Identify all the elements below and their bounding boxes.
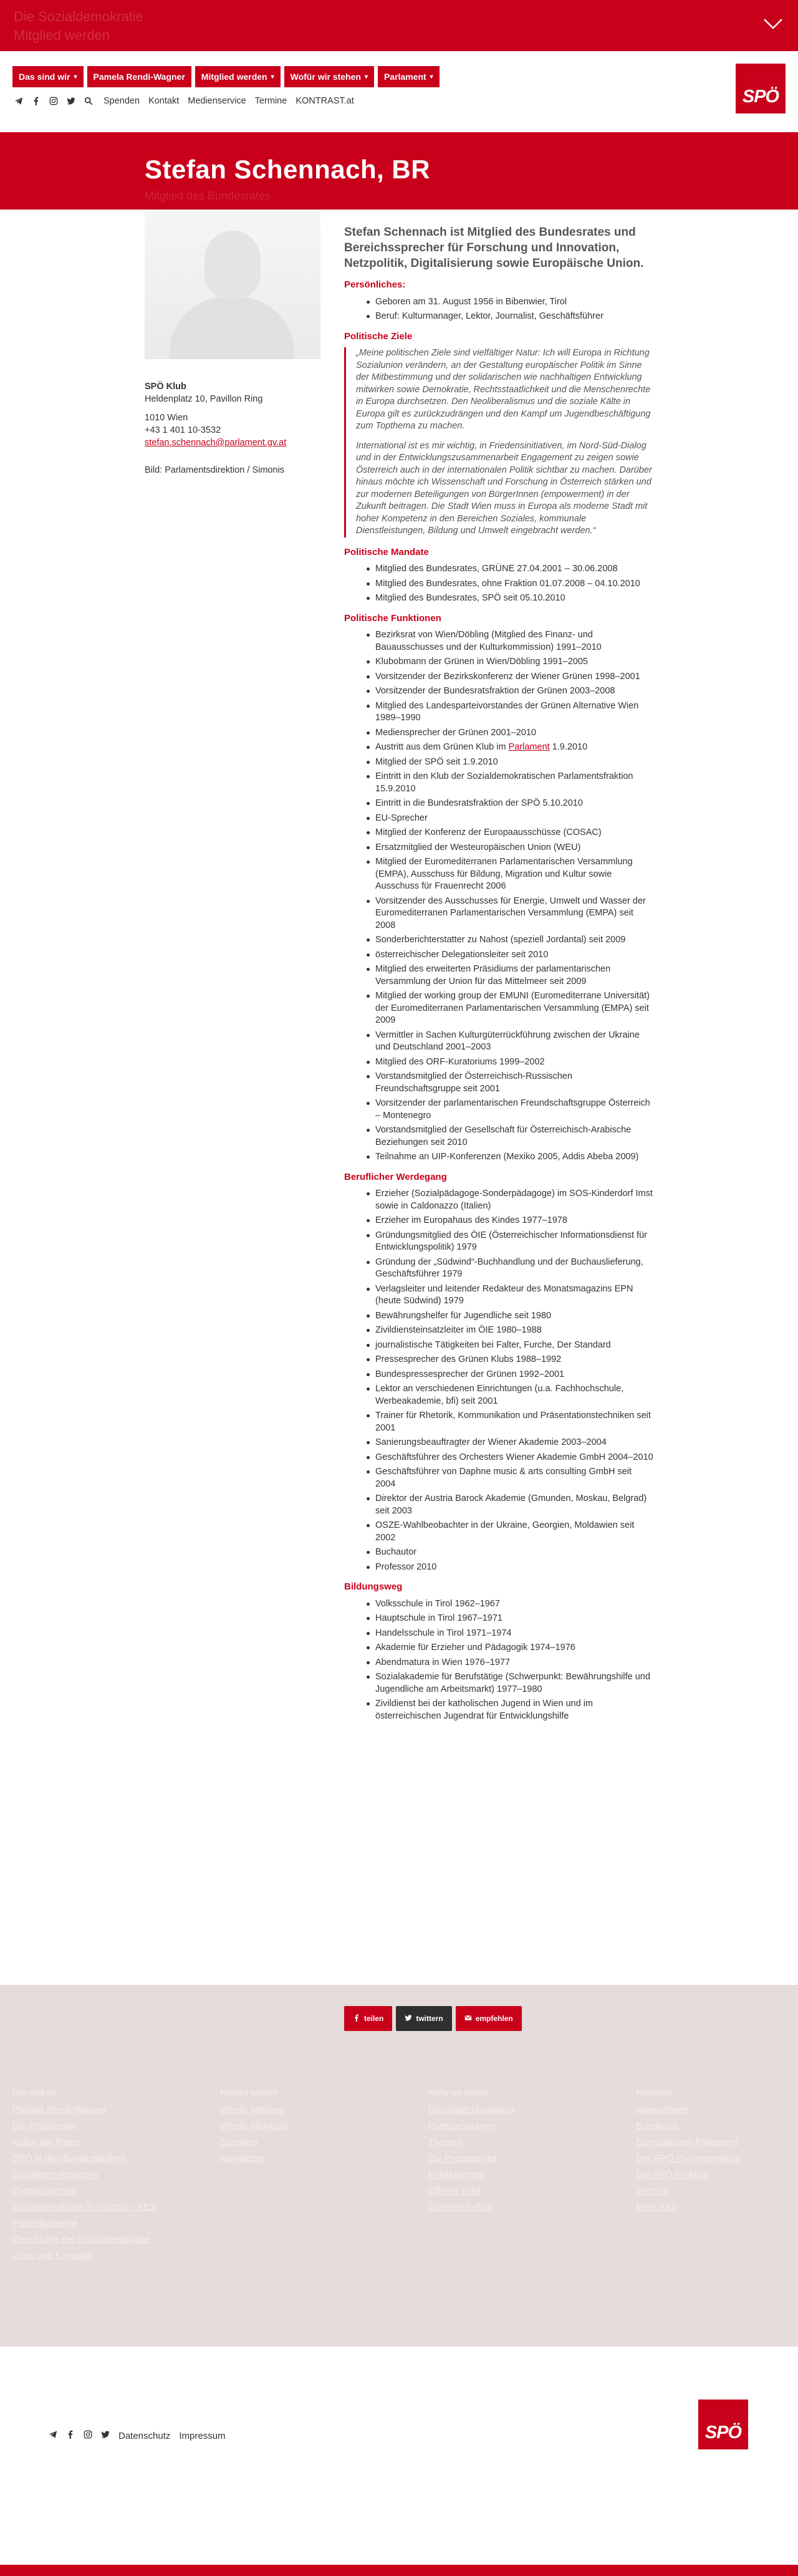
photo-credit: Bild: Parlamentsdirektion / Simonis	[145, 465, 285, 475]
facebook-icon[interactable]	[66, 2430, 75, 2441]
share-mail-label: empfehlen	[475, 2014, 513, 2023]
list-item: Sozialakademie für Berufstätige (Schwerpunkt: Bewährungshilfe und Jugendliche am Arbeitsmarkt) 1977–1980	[375, 1671, 653, 1696]
footer-link[interactable]: Abgeordnete	[635, 2105, 690, 2115]
list-item: Trainer für Rhetorik, Kommunikation und Präsentationstechniken seit 2001	[375, 1410, 653, 1434]
service-link[interactable]: KONTRAST.at	[296, 96, 354, 106]
list-item: Mitglied der working group der EMUNI (Euromediterrane Universität) der Euromediterranen Parlamentarischen Versammlung (EMPA) seit 2009	[375, 990, 653, 1027]
topbar-faint-text-2: Mitglied werden	[14, 27, 110, 43]
share-twitter-label: twittern	[416, 2014, 443, 2023]
profile-sidebar	[145, 210, 320, 476]
list-item: Mitglied des Bundesrates, ohne Fraktion 01.07.2008 – 04.10.2010	[375, 578, 653, 591]
list-item: Ersatzmitglied der Westeuropäischen Union (WEU)	[375, 842, 653, 854]
contact-block	[145, 380, 320, 476]
footer-column-heading: Mitglied werden	[220, 2088, 277, 2097]
contact-org: SPÖ Klub	[145, 382, 186, 392]
page-banner	[0, 132, 798, 210]
service-link[interactable]: Medienservice	[188, 96, 246, 106]
contact-address: Heldenplatz 10, Pavillon Ring	[145, 394, 263, 404]
nav-item-1[interactable]	[87, 66, 191, 87]
bottom-red-line	[0, 2565, 798, 2576]
banner-faint-subtitle: Mitglied des Bundesrates	[145, 190, 271, 202]
list-item: Sonderberichterstatter zu Nahost (speziell Jordantal) seit 2009	[375, 934, 653, 947]
footer-link[interactable]: Parteiprogramm	[428, 2121, 496, 2131]
list-item: Erzieher (Sozialpädagoge-Sonderpädagoge) im SOS-Kinderdorf Imst sowie in Caldonazzo (Italien)	[375, 1188, 653, 1212]
footer-link[interactable]: Themen	[428, 2137, 463, 2148]
spoe-logo[interactable]: SPÖ	[736, 64, 786, 113]
list-item: Vorstandsmitglied der Österreichisch-Russischen Freundschaftsgruppe seit 2001	[375, 1071, 653, 1095]
footer-column	[12, 2085, 162, 2264]
list-item	[375, 741, 653, 754]
list-item-text: Austritt aus dem Grünen Klub im	[375, 742, 509, 752]
main-nav	[12, 66, 440, 87]
nav-item-2[interactable]	[195, 66, 281, 87]
footer-link[interactable]: Werde Mitglied!	[220, 2105, 286, 2115]
education-list	[375, 1598, 653, 1723]
list-item: Bewährungshelfer für Jugendliche seit 1980	[375, 1310, 653, 1323]
facebook-icon[interactable]	[31, 96, 41, 106]
list-item: Mitglied der Euromediterranen Parlamentarischen Versammlung (EMPA), Ausschuss für Bildung, Migration und Kultur sowie Ausschuss für Frauenrecht 2006	[375, 856, 653, 893]
mail-icon	[464, 2014, 472, 2024]
nav-item-3[interactable]	[284, 66, 374, 87]
list-item: Verlagsleiter und leitender Redakteur des Monatsmagazins EPN (heute Südwind) 1979	[375, 1283, 653, 1308]
footer-column	[220, 2085, 370, 2264]
service-link[interactable]: Termine	[254, 96, 287, 106]
footer-link[interactable]: Links und Kontakte	[12, 2250, 92, 2261]
list-item: Vermittler in Sachen Kulturgüterrückführung zwischen der Ukraine und Deutschland 2001–2003	[375, 1030, 653, 1054]
nav-item-label: Das sind wir	[19, 72, 70, 82]
contact-email-link[interactable]: stefan.schennach@parlament.gv.at	[145, 438, 287, 448]
quote-paragraph: „Meine politischen Ziele sind vielfältiger Natur: Ich will Europa in Richtung Sozialunion verändern, an der Gestaltung europäischer Politik im Sinne der Mitbestimmung und der solidarischen wie nachhaltigen Entwicklung mitwirken sowie Demokratie, Rechtsstaatlichkeit und die Menschenrechte in Europa durchsetzen. Den Neoliberalismus und die soziale Kälte in Europa gilt es zurückzudrängen und den Kampf um Jugendbeschäftigung zum Topthema zu machen.	[356, 348, 651, 431]
footer-link[interactable]: Geschichte der Sozialdemokratie	[12, 2234, 150, 2245]
list-item: Hauptschule in Tirol 1967–1971	[375, 1613, 653, 1625]
top-bar	[0, 0, 798, 51]
footer-link[interactable]: Kultur der Partei	[12, 2137, 80, 2148]
list-item: Vorsitzender der parlamentarischen Freundschaftsgruppe Österreich – Montenegro	[375, 1097, 653, 1122]
facebook-icon	[353, 2014, 360, 2024]
list-item: Geschäftsführer von Daphne music & arts consulting GmbH seit 2004	[375, 1466, 653, 1490]
list-item: journalistische Tätigkeiten bei Falter, Furche, Der Standard	[375, 1339, 653, 1352]
nav-item-0[interactable]	[12, 66, 84, 87]
list-item: EU-Sprecher	[375, 813, 653, 825]
list-item: Direktor der Austria Barock Akademie (Gmunden, Moskau, Belgrad) seit 2003	[375, 1493, 653, 1517]
service-link[interactable]: Spenden	[103, 96, 140, 106]
nav-item-label: Parlament	[383, 72, 426, 82]
portrait-photo	[145, 210, 320, 359]
section-heading-personal: Persönliches:	[344, 279, 406, 290]
service-link[interactable]: Kontakt	[148, 96, 180, 106]
list-item: Vorsitzender des Ausschusses für Energie, Umwelt und Wasser der Euromediterranen Parlamentarischen Versammlung (EMPA) seit 2008	[375, 895, 653, 932]
section-heading-career: Beruflicher Werdegang	[344, 1171, 447, 1182]
list-item: Akademie für Erzieher und Pädagogik 1974–1976	[375, 1642, 653, 1654]
share-twitter-button[interactable]	[396, 2006, 451, 2031]
caret-down-icon: ▾	[364, 73, 368, 80]
list-item: Mediensprecher der Grünen 2001–2010	[375, 727, 653, 740]
list-item: OSZE-Wahlbeobachter in der Ukraine, Georgien, Moldawien seit 2002	[375, 1520, 653, 1544]
quote-paragraph: International ist es mir wichtig, in Friedensinitiativen, im Nord-Süd-Dialog und in der Entwicklungszusammenarbeit Engagement zu zeigen sowie Österreich auch in der internationalen Politik sichtbar zu machen. Darüber hinaus möchte ich Wissenschaft und Forschung in Österreich stärken und zur modernen Beteiligungen von BürgerInnen (empowerment) in der Zukunft beitragen. Die Stadt Wien muss in Europa als moderne Stadt mit hoher Kompetenz in den Bereichen Soziales, kommunale Dienstleistungen, Bildung und Umwelt eingebracht werden.“	[356, 440, 652, 536]
parlament-link[interactable]: Parlament	[508, 742, 550, 752]
footer-column	[428, 2085, 578, 2264]
list-item: Professor 2010	[375, 1561, 653, 1574]
list-item: Volksschule in Tirol 1962–1967	[375, 1598, 653, 1611]
footer-link[interactable]: Publikationen	[428, 2169, 484, 2180]
functions-list	[375, 629, 653, 1164]
footer-column-heading: Wofür wir stehen	[428, 2088, 489, 2097]
twitter-icon	[405, 2014, 412, 2024]
list-item: Vorsitzender der Bundesratsfraktion der Grünen 2003–2008	[375, 685, 653, 698]
section-heading-functions: Politische Funktionen	[344, 612, 441, 624]
footer-link[interactable]: Europäisches Parlament	[635, 2137, 738, 2148]
share-facebook-button[interactable]	[344, 2006, 392, 2031]
footer-link[interactable]: Spenden	[220, 2137, 258, 2148]
footer-link[interactable]: Werde Aktivistin!	[220, 2121, 289, 2131]
list-item: österreichischer Delegationsleiter seit 2010	[375, 949, 653, 962]
footer-link[interactable]: Sozialdemokratie in Europa – PES	[12, 2202, 156, 2212]
footer-link[interactable]: Parteiakademie	[12, 2218, 78, 2229]
twitter-icon[interactable]	[101, 2430, 110, 2441]
site-header	[0, 51, 798, 132]
footer-link[interactable]: Grundsatzprogramm	[428, 2105, 514, 2115]
footer-link[interactable]: Newsletter	[220, 2153, 265, 2164]
bottom-footer	[0, 2347, 798, 2565]
footer-link[interactable]: Die Präsidentin	[12, 2121, 76, 2131]
footer-link[interactable]: SPÖ in den Bundesländern	[12, 2153, 126, 2164]
contact-phone: +43 1 401 10-3532	[145, 425, 221, 435]
personal-list	[375, 296, 653, 323]
career-list	[375, 1188, 653, 1573]
footer-link[interactable]: Bundesrat	[635, 2121, 679, 2131]
list-item: Bundespressesprecher der Grünen 1992–2001	[375, 1369, 653, 1381]
section-heading-mandates: Politische Mandate	[344, 546, 429, 557]
list-item: Gründung der „Südwind“-Buchhandlung und der Buchauslieferung, Geschäftsführer 1979	[375, 1257, 653, 1281]
list-item: Mitglied des ORF-Kuratoriums 1999–2002	[375, 1056, 653, 1069]
twitter-icon[interactable]	[66, 96, 76, 106]
page-title: Stefan Schennach, BR	[145, 155, 431, 184]
footer-link[interactable]: Termine	[635, 2186, 670, 2196]
list-item: Beruf: Kulturmanager, Lektor, Journalist, Geschäftsführer	[375, 311, 653, 323]
footer-columns	[12, 2085, 786, 2264]
list-item: Handelsschule in Tirol 1971–1974	[375, 1628, 653, 1640]
footer-link-impressum[interactable]: Impressum	[179, 2430, 226, 2441]
instagram-icon[interactable]	[49, 96, 59, 106]
list-item: Teilnahme an UIP-Konferenzen (Mexiko 2005, Addis Abeba 2009)	[375, 1151, 653, 1164]
topbar-faint-text: Die Sozialdemokratie	[14, 9, 143, 24]
bottom-footer-row	[49, 2430, 226, 2441]
footer-link[interactable]: Der SPÖ-Parlamentsklub	[635, 2153, 741, 2164]
list-item: Klubobmann der Grünen in Wien/Döbling 1991–2005	[375, 656, 653, 668]
section-heading-goals: Politische Ziele	[344, 330, 413, 342]
service-links	[103, 96, 354, 106]
caret-down-icon: ▾	[74, 73, 77, 80]
bio-content	[344, 224, 653, 1725]
footer-column-heading: Das sind wir	[12, 2088, 57, 2097]
service-nav	[14, 96, 354, 106]
list-item: Bezirksrat von Wien/Döbling (Mitglied des Finanz- und Bauausschusses und der Kulturkommission) 1991–2010	[375, 629, 653, 654]
list-item: Sanierungsbeauftragter der Wiener Akademie 2003–2004	[375, 1437, 653, 1449]
list-item: Gründungsmitglied des ÖIE (Österreichischer Informationsdienst für Entwicklungspolitik) 1979	[375, 1230, 653, 1254]
telegram-icon[interactable]	[49, 2430, 57, 2441]
list-item: Mitglied der SPÖ seit 1.9.2010	[375, 756, 653, 769]
list-item: Mitglied der Konferenz der Europaausschüsse (COSAC)	[375, 827, 653, 839]
mandates-list	[375, 563, 653, 605]
list-item: Geboren am 31. August 1956 in Bibenwier, Tirol	[375, 296, 653, 309]
main-content	[0, 210, 798, 1985]
footer-link[interactable]: Sozialdemokratische Organisationen	[12, 2169, 99, 2196]
share-footer-band	[0, 1985, 798, 2347]
nav-item-4[interactable]	[378, 66, 440, 87]
nav-item-label: Mitglied werden	[201, 72, 267, 82]
footer-link[interactable]: Zur Pressearbeit	[428, 2153, 498, 2164]
footer-link[interactable]: Österreich-Plan	[428, 2202, 493, 2212]
list-item: Zivildiensteinsatzleiter im ÖIE 1980–1988	[375, 1324, 653, 1337]
footer-column	[636, 2085, 786, 2264]
bio-lead: Stefan Schennach ist Mitglied des Bundesrates und Bereichssprecher für Forschung und Innovation, Netzpolitik, Digitalisierung sowie Europäische Union.	[344, 226, 644, 270]
list-item: Abendmatura in Wien 1976–1977	[375, 1657, 653, 1669]
list-item: Vorsitzender der Bezirkskonferenz der Wiener Grünen 1998–2001	[375, 671, 653, 683]
list-item-text: 1.9.2010	[549, 742, 588, 752]
share-mail-button[interactable]	[456, 2006, 522, 2031]
list-item: Mitglied des Bundesrates, GRÜNE 27.04.2001 – 30.06.2008	[375, 563, 653, 576]
share-facebook-label: teilen	[364, 2014, 384, 2023]
spoe-logo-footer[interactable]: SPÖ	[698, 2400, 748, 2449]
contact-city: 1010 Wien	[145, 413, 188, 423]
list-item: Mitglied des erweiterten Präsidiums der parlamentarischen Versammlung der Union für das Mittelmeer seit 2009	[375, 963, 653, 988]
chevron-down-icon[interactable]	[761, 11, 786, 36]
share-buttons	[344, 2006, 522, 2031]
list-item: Erzieher im Europahaus des Kindes 1977–1978	[375, 1215, 653, 1227]
footer-link[interactable]: Mehr Klub	[635, 2202, 679, 2212]
caret-down-icon: ▾	[271, 73, 274, 80]
list-item: Vorstandsmitglied der Gesellschaft für Österreichisch-Arabische Beziehungen seit 2010	[375, 1124, 653, 1149]
list-item: Eintritt in den Klub der Sozialdemokratischen Parlamentsfraktion 15.9.2010	[375, 771, 653, 795]
footer-link-datenschutz[interactable]: Datenschutz	[118, 2430, 171, 2441]
list-item: Mitglied des Landesparteivorstandes der Grünen Alternative Wien 1989–1990	[375, 700, 653, 725]
section-heading-education: Bildungsweg	[344, 1581, 403, 1592]
list-item: Zivildienst bei der katholischen Jugend in Wien und im österreichischen Jugendrat für Entwicklungshilfe	[375, 1698, 653, 1722]
footer-link[interactable]: Die SPÖ-Fraktion	[635, 2169, 709, 2180]
instagram-icon[interactable]	[84, 2430, 92, 2441]
list-item: Pressesprecher des Grünen Klubs 1988–1992	[375, 1354, 653, 1366]
nav-item-label: Pamela Rendi-Wagner	[93, 72, 185, 82]
list-item: Lektor an verschiedenen Einrichtungen (u.a. Fachhochschule, Werbeakademie, bfi) seit 2001	[375, 1383, 653, 1407]
list-item: Geschäftsführer des Orchesters Wiener Akademie GmbH 2004–2010	[375, 1452, 653, 1464]
footer-link[interactable]: Offener Brief	[428, 2186, 481, 2196]
search-icon[interactable]	[84, 96, 94, 106]
nav-item-label: Wofür wir stehen	[290, 72, 361, 82]
caret-down-icon: ▾	[430, 73, 433, 80]
list-item: Mitglied des Bundesrates, SPÖ seit 05.10.2010	[375, 592, 653, 605]
telegram-icon[interactable]	[14, 96, 24, 106]
list-item: Eintritt in die Bundesratsfraktion der SPÖ 5.10.2010	[375, 798, 653, 810]
footer-link[interactable]: Pamela Rendi-Wagner	[12, 2105, 107, 2115]
list-item: Buchautor	[375, 1546, 653, 1559]
footer-column-heading: Parlament	[635, 2088, 673, 2097]
goals-quote	[344, 347, 653, 538]
